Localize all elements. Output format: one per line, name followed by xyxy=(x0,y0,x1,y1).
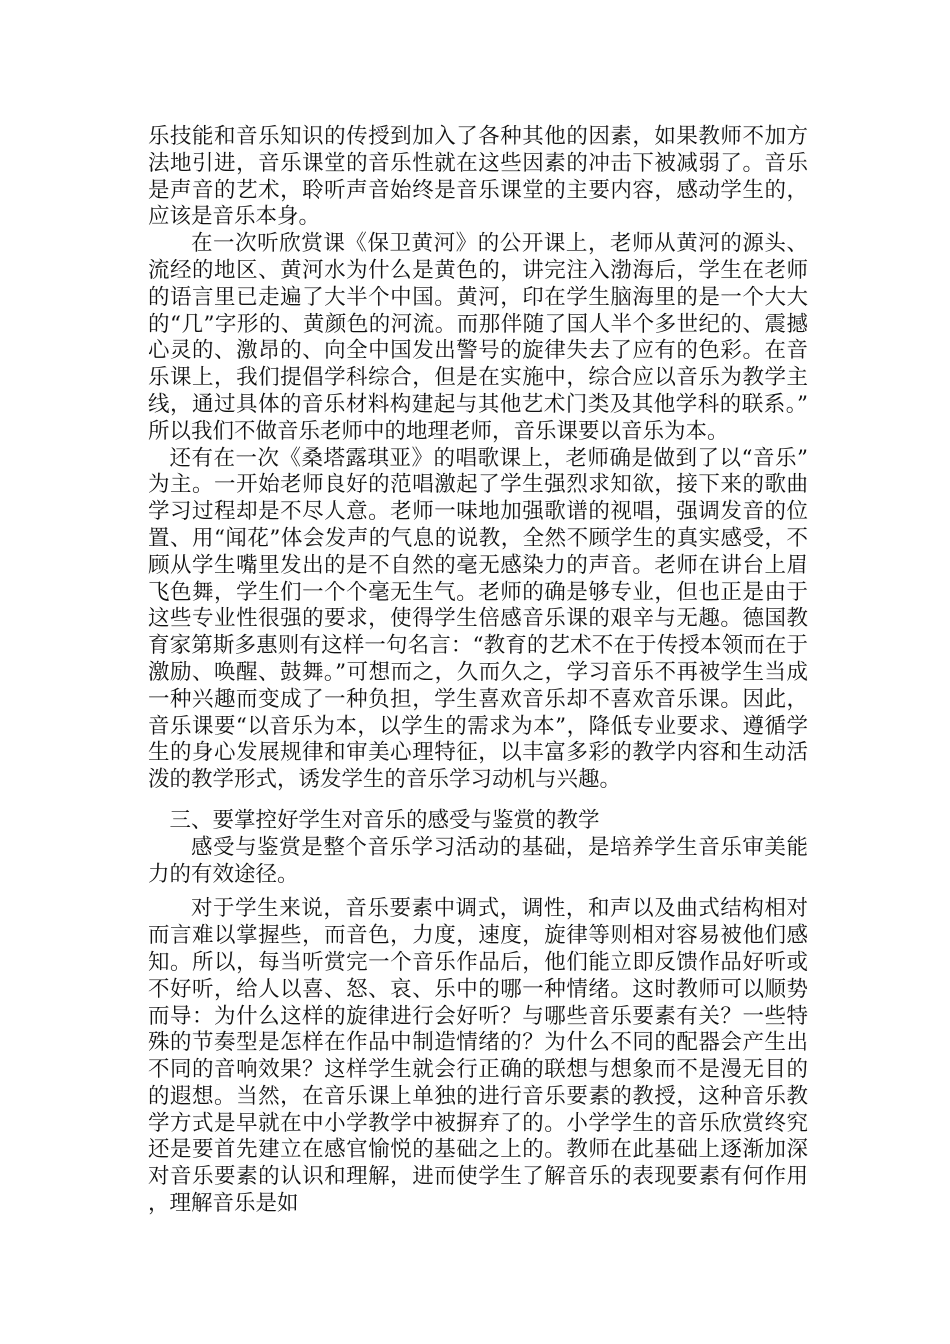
document-body xyxy=(148,124,808,1218)
paragraph-continuation: 乐技能和音乐知识的传授到加入了各种其他的因素，如果教师不加方法地引进，音乐课堂的音乐性就在这些因素的冲击下被减弱了。音乐是声音的艺术，聆听声音始终是音乐课堂的主要内容，感动学生的，应该是音乐本身。 xyxy=(148,124,808,230)
section-heading: 三、要掌控好学生对音乐的感受与鉴赏的教学 xyxy=(169,807,600,833)
paragraph-music-elements: 对于学生来说，音乐要素中调式，调性，和声以及曲式结构相对而言难以掌握些，而音色，力度，速度，旋律等则相对容易被他们感知。所以，每当听赏完一个音乐作品后，他们能立即反馈作品好听或不好听，给人以喜、怒、哀、乐中的哪一种情绪。这时教师可以顺势而导：为什么这样的旋律进行会好听？与哪些音乐要素有关？一些特殊的节奏型是怎样在作品中制造情绪的？为什么不同的配器会产生出不同的音响效果？这样学生就会行正确的联想与想象而不是漫无目的的遐想。当然，在音乐课上单独的进行音乐要素的教授，这种音乐教学方式是早就在中小学教学中被摒弃了的。小学学生的音乐欣赏终究还是要首先建立在感官愉悦的基础之上的。教师在此基础上逐渐加深对音乐要素的认识和理解，进而使学生了解音乐的表现要素有何作用，理解音乐是如 xyxy=(148,896,808,1217)
paragraph-appreciation-basis: 感受与鉴赏是整个音乐学习活动的基础，是培养学生音乐审美能力的有效途径。 xyxy=(148,834,808,887)
paragraph-santa-lucia-lesson: 还有在一次《桑塔露琪亚》的唱歌课上，老师确是做到了以“音乐”为主。一开始老师良好的范唱激起了学生强烈求知欲，接下来的歌曲学习过程却是不尽人意。老师一味地加强歌谱的视唱，强调发音的位置、用“闻花”体会发声的气息的说教，全然不顾学生的真实感受，不顾从学生嘴里发出的是不自然的毫无感染力的声音。老师在讲台上眉飞色舞，学生们一个个毫无生气。老师的确是够专业，但也正是由于这些专业性很强的要求，使得学生倍感音乐课的艰辛与无趣。德国教育家第斯多惠则有这样一句名言：“教育的艺术不在于传授本领而在于激励、唤醒、鼓舞。”可想而之，久而久之，学习音乐不再被学生当成一种兴趣而变成了一种负担，学生喜欢音乐却不喜欢音乐课。因此，音乐课要“以音乐为本，以学生的需求为本”，降低专业要求、遵循学生的身心发展规律和审美心理特征，以丰富多彩的教学内容和生动活泼的教学形式，诱发学生的音乐学习动机与兴趣。 xyxy=(148,445,808,793)
paragraph-yellow-river-lesson: 在一次听欣赏课《保卫黄河》的公开课上，老师从黄河的源头、流经的地区、黄河水为什么是黄色的，讲完注入渤海后，学生在老师的语言里已走遍了大半个中国。黄河，印在学生脑海里的是一个大大的“几”字形的、黄颜色的河流。而那伴随了国人半个多世纪的、震撼心灵的、激昂的、向全中国发出警号的旋律失去了应有的色彩。在音乐课上，我们提倡学科综合，但是在实施中，综合应以音乐为教学主线，通过具体的音乐材料构建起与其他艺术门类及其他学科的联系。”所以我们不做音乐老师中的地理老师，音乐课要以音乐为本。 xyxy=(148,231,808,444)
